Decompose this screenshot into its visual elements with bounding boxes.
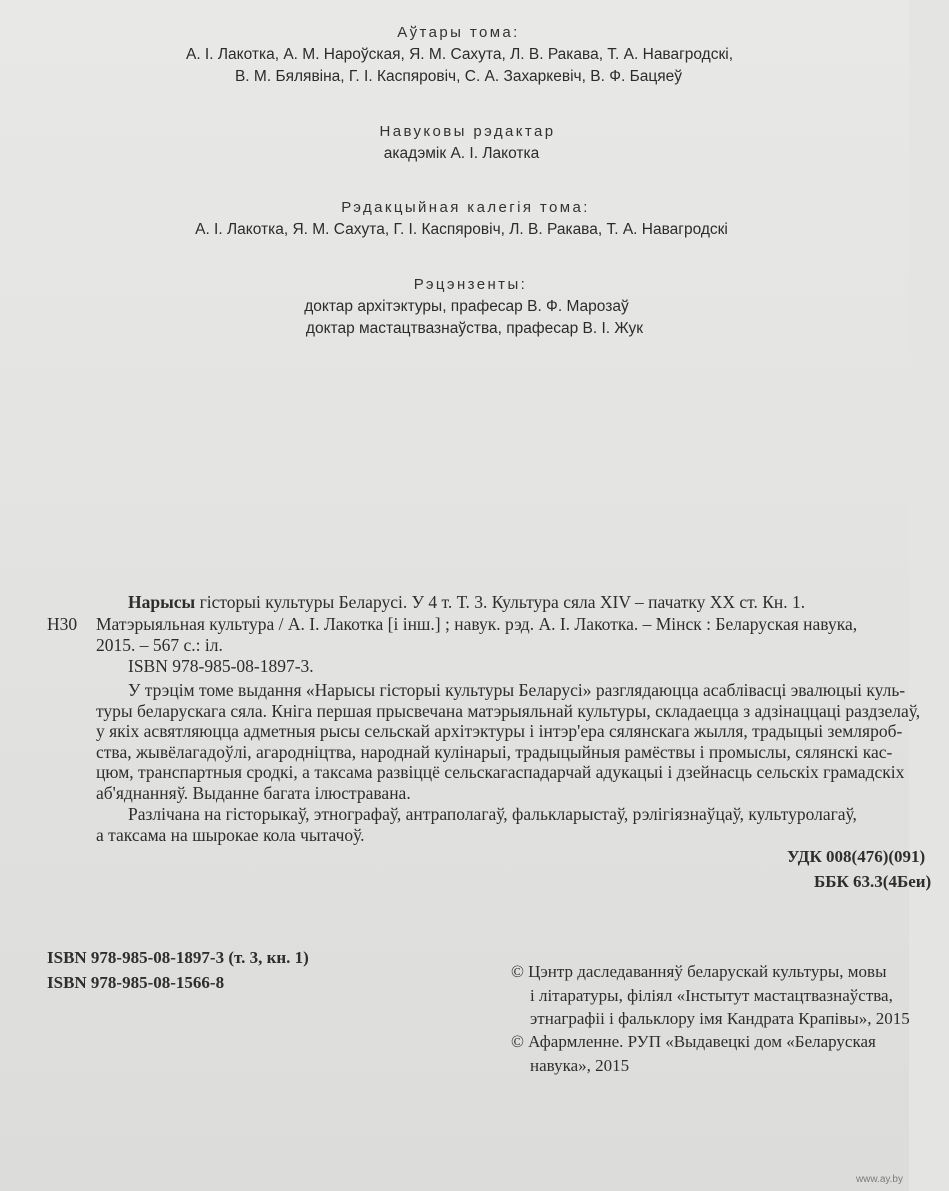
watermark-text: www.ay.by xyxy=(855,1174,903,1185)
annotation-line: аб'яднанняў. Выданне багата ілюстравана. xyxy=(96,783,411,803)
bib-line-3: 2015. – 567 с.: іл. xyxy=(96,635,223,655)
annotation-line: туры беларускага сяла. Кніга першая прысвечана матэрыяльнай культуры, складаецца з адзінаццаці раздзелаў, xyxy=(96,701,921,721)
science-editor-name: акадэмік А. І. Лакотка xyxy=(383,145,540,162)
audience-line: а таксама на шырокае кола чытачоў. xyxy=(96,825,365,845)
bib-title-rest: гісторыі культуры Беларусі. У 4 т. Т. 3. Культура сяла XIV – пачатку XX ст. Кн. 1. xyxy=(195,592,806,612)
reviewers-label: Рэцэнзенты: xyxy=(413,276,528,293)
copyright-line: © Цэнтр даследаванняў беларускай культуры, мовы xyxy=(511,962,887,981)
copyright-line: навука», 2015 xyxy=(530,1056,630,1075)
editorial-board-section xyxy=(0,197,909,241)
science-editor-section xyxy=(0,121,909,165)
audience-line: Разлічана на гісторыкаў, этнографаў, антраполагаў, фалькларыстаў, рэлігіязнаўцаў, культуролагаў, xyxy=(128,804,857,824)
bibliographic-record xyxy=(0,590,921,890)
reviewer-line: доктар архітэктуры, прафесар В. Ф. Марозаў xyxy=(304,298,629,315)
bib-title-line xyxy=(128,592,805,613)
authors-line: А. І. Лакотка, А. М. Нароўская, Я. М. Сахута, Л. В. Ракава, Т. А. Навагродскі, xyxy=(185,46,733,63)
authors-section xyxy=(0,22,909,88)
copyright-line: этнаграфіі і фальклору імя Кандрата Крапівы», 2015 xyxy=(530,1009,910,1028)
annotation-line: У трэцім томе выдання «Нарысы гісторыі культуры Беларусі» разглядаюцца асаблівасці эвалюцыі куль- xyxy=(128,680,906,700)
copyright-line: © Афармленне. РУП «Выдавецкі дом «Беларуская xyxy=(511,1032,876,1051)
isbn-series: ISBN 978-985-08-1566-8 xyxy=(47,973,225,992)
annotation-line: у якіх асвятляюцца адметныя рысы сельскай архітэктуры і інтэр'ера сялянскага жылля, традыцыі земляроб- xyxy=(96,721,903,741)
annotation-line: ства, жывёлагадоўлі, агародніцтва, народнай кулінарыі, традыцыйныя рамёствы і промыслы, сялянскі кас- xyxy=(96,742,893,762)
reviewer-line: доктар мастацтвазнаўства, прафесар В. І. Жук xyxy=(305,320,644,337)
copyright-line: і літаратуры, філіял «Інстытут мастацтвазнаўства, xyxy=(530,986,893,1005)
editorial-board-label: Рэдакцыйная калегія тома: xyxy=(341,199,590,216)
editorial-board-line: А. І. Лакотка, Я. М. Сахута, Г. І. Каспяровіч, Л. В. Ракава, Т. А. Навагродскі xyxy=(195,221,728,238)
bib-code: Н30 xyxy=(47,614,78,634)
bib-isbn-line: ISBN 978-985-08-1897-3. xyxy=(128,656,314,676)
authors-label: Аўтары тома: xyxy=(397,24,520,41)
bib-title-bold: Нарысы xyxy=(128,592,196,612)
udk-code: УДК 008(476)(091) xyxy=(787,847,926,866)
science-editor-label: Навуковы рэдактар xyxy=(379,123,556,140)
bbk-code: ББК 63.3(4Беи) xyxy=(814,872,932,891)
annotation-line: цюм, транспартныя сродкі, а таксама развіццё сельскагаспадарчай адукацыі і дзейнасць сельскіх грамадскіх xyxy=(96,762,905,782)
isbn-volume: ISBN 978-985-08-1897-3 (т. 3, кн. 1) xyxy=(47,948,309,967)
bib-line-2: Матэрыяльная культура / А. І. Лакотка [і інш.] ; навук. рэд. А. І. Лакотка. – Мінск : Беларуская навука, xyxy=(96,614,858,634)
authors-line: В. М. Бялявіна, Г. І. Каспяровіч, С. А. Захаркевіч, В. Ф. Бацяеў xyxy=(234,68,683,85)
reviewers-section xyxy=(0,274,909,340)
